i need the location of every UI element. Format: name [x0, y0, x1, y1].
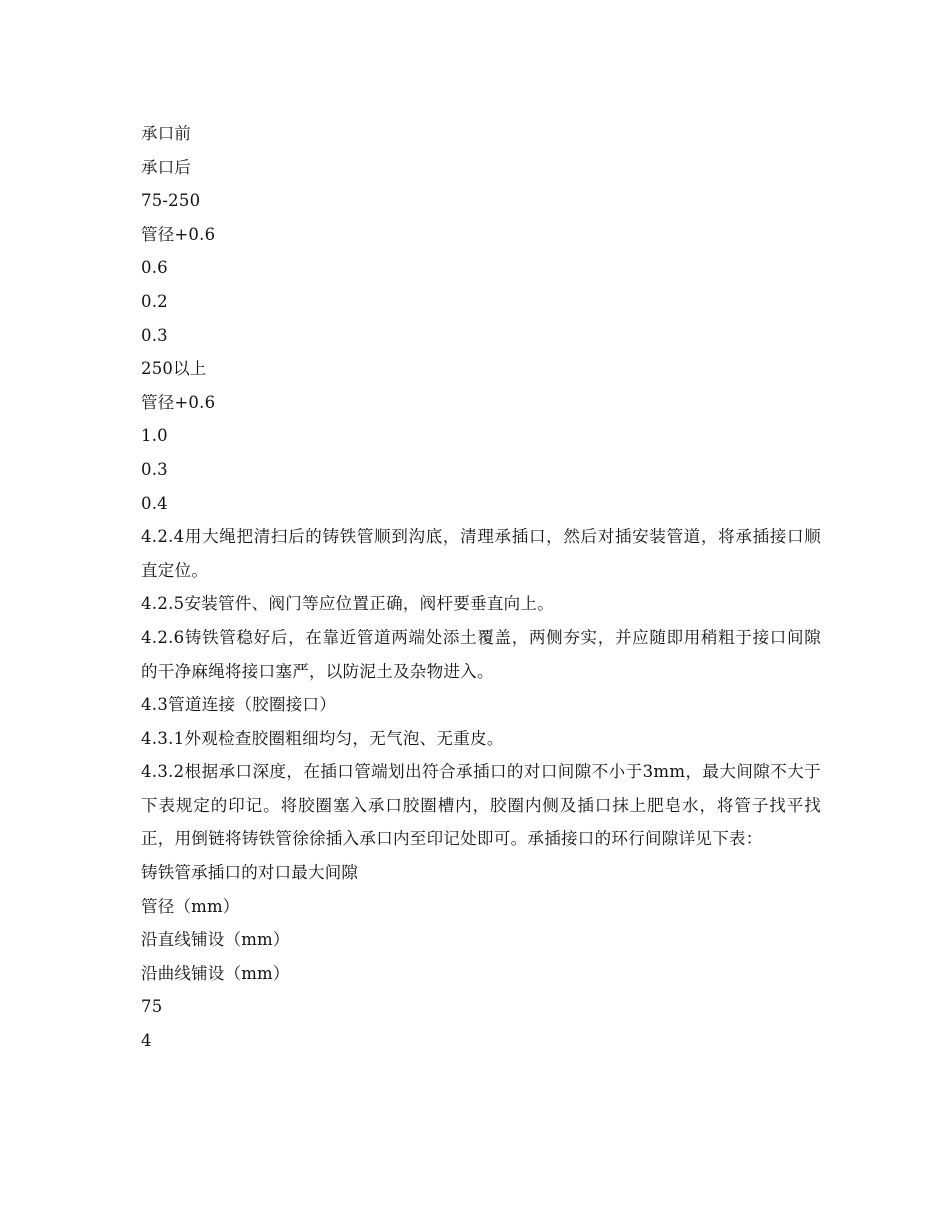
table-cell-text: 75: [141, 997, 163, 1017]
section-heading-4-3: 4.3管道连接（胶圈接口）: [141, 695, 337, 715]
table-title: 铸铁管承插口的对口最大间隙: [141, 863, 359, 883]
paragraph-4-2-4: 4.2.4用大绳把清扫后的铸铁管顺到沟底，清理承插口，然后对插安装管道，将承插接口顺直定位。: [141, 527, 821, 580]
document-body: [141, 117, 821, 1058]
table-cell-text: 4: [141, 1031, 152, 1051]
table-header-cell: 管径（mm）: [141, 896, 240, 916]
table-cell-text: 管径+0.6: [141, 224, 216, 244]
paragraph-4-3-1: 4.3.1外观检查胶圈粗细均匀，无气泡、无重皮。: [141, 728, 504, 748]
table-cell-text: 0.2: [141, 291, 168, 311]
table-cell-text: 0.4: [141, 493, 168, 513]
table-cell-text: 管径+0.6: [141, 392, 216, 412]
paragraph-4-2-5: 4.2.5安装管件、阀门等应位置正确，阀杆要垂直向上。: [141, 594, 555, 614]
paragraph-4-3-2: 4.3.2根据承口深度，在插口管端划出符合承插口的对口间隙不小于3mm，最大间隙不大于下表规定的印记。将胶圈塞入承口胶圈槽内，胶圈内侧及插口抹上肥皂水，将管子找平找正，用倒链将铸铁管徐徐插入承口内至印记处即可。承插接口的环行间隙详见下表：: [141, 762, 821, 849]
table-cell-text: 0.6: [141, 258, 168, 278]
table-cell-text: 250以上: [141, 359, 207, 379]
table-cell-text: 1.0: [141, 426, 168, 446]
table-cell-text: 承口前: [141, 124, 192, 143]
table-cell-text: 承口后: [141, 157, 192, 177]
table-cell-text: 0.3: [141, 459, 168, 479]
paragraph-4-2-6: 4.2.6铸铁管稳好后，在靠近管道两端处添土覆盖，两侧夯实，并应随即用稍粗于接口间隙的干净麻绳将接口塞严，以防泥土及杂物进入。: [141, 627, 821, 681]
table-header-cell: 沿曲线铺设（mm）: [141, 963, 290, 983]
table-header-cell: 沿直线铺设（mm）: [141, 930, 290, 950]
table-cell-text: 75-250: [141, 191, 201, 211]
table-cell-text: 0.3: [141, 325, 168, 345]
